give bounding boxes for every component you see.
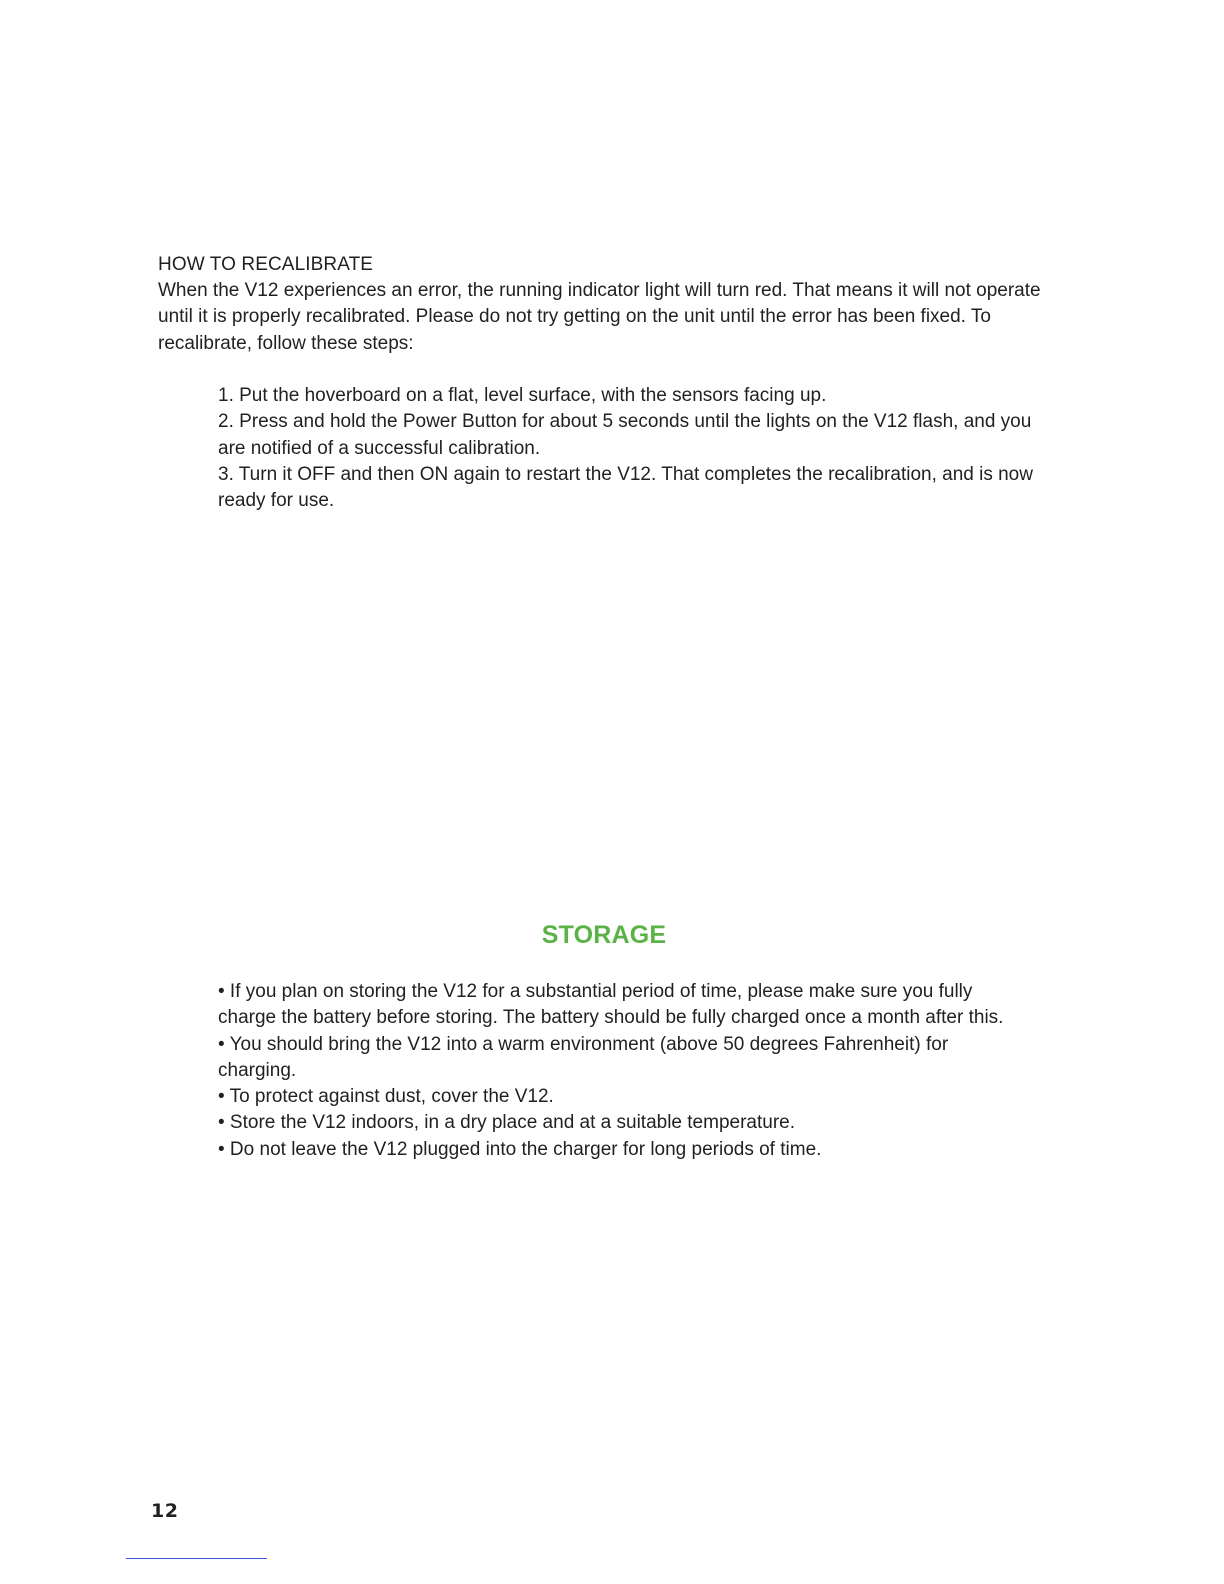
footer-divider bbox=[126, 1558, 267, 1559]
recalibrate-section bbox=[158, 252, 1058, 357]
step-item: 2. Press and hold the Power Button for about 5 seconds until the lights on the V12 flash, and you are notified of a successful calibration. bbox=[218, 411, 1032, 459]
storage-item: • Store the V12 indoors, in a dry place and at a suitable temperature. bbox=[218, 1112, 795, 1134]
recalibrate-steps bbox=[218, 383, 1058, 514]
step-item: 3. Turn it OFF and then ON again to restart the V12. That completes the recalibration, and is now ready for use. bbox=[218, 463, 1033, 512]
storage-item: • If you plan on storing the V12 for a substantial period of time, please make sure you fully charge the battery before storing. The battery should be fully charged once a month after this. bbox=[218, 981, 1004, 1029]
step-item: 1. Put the hoverboard on a flat, level surface, with the sensors facing up. bbox=[218, 385, 827, 406]
storage-list bbox=[218, 979, 1008, 1163]
recalibrate-intro: When the V12 experiences an error, the running indicator light will turn red. That means it will not operate until it is properly recalibrated. Please do not try getting on the unit until the error has been fixed. To recalibrate, follow these steps: bbox=[158, 280, 1041, 354]
recalibrate-heading: HOW TO RECALIBRATE bbox=[158, 254, 374, 275]
storage-item: • You should bring the V12 into a warm environment (above 50 degrees Fahrenheit) for charging. bbox=[218, 1033, 949, 1081]
storage-heading: STORAGE bbox=[541, 921, 667, 949]
page-number: 12 bbox=[151, 1500, 179, 1522]
storage-item: • To protect against dust, cover the V12. bbox=[218, 1086, 554, 1108]
storage-item: • Do not leave the V12 plugged into the charger for long periods of time. bbox=[218, 1138, 822, 1160]
